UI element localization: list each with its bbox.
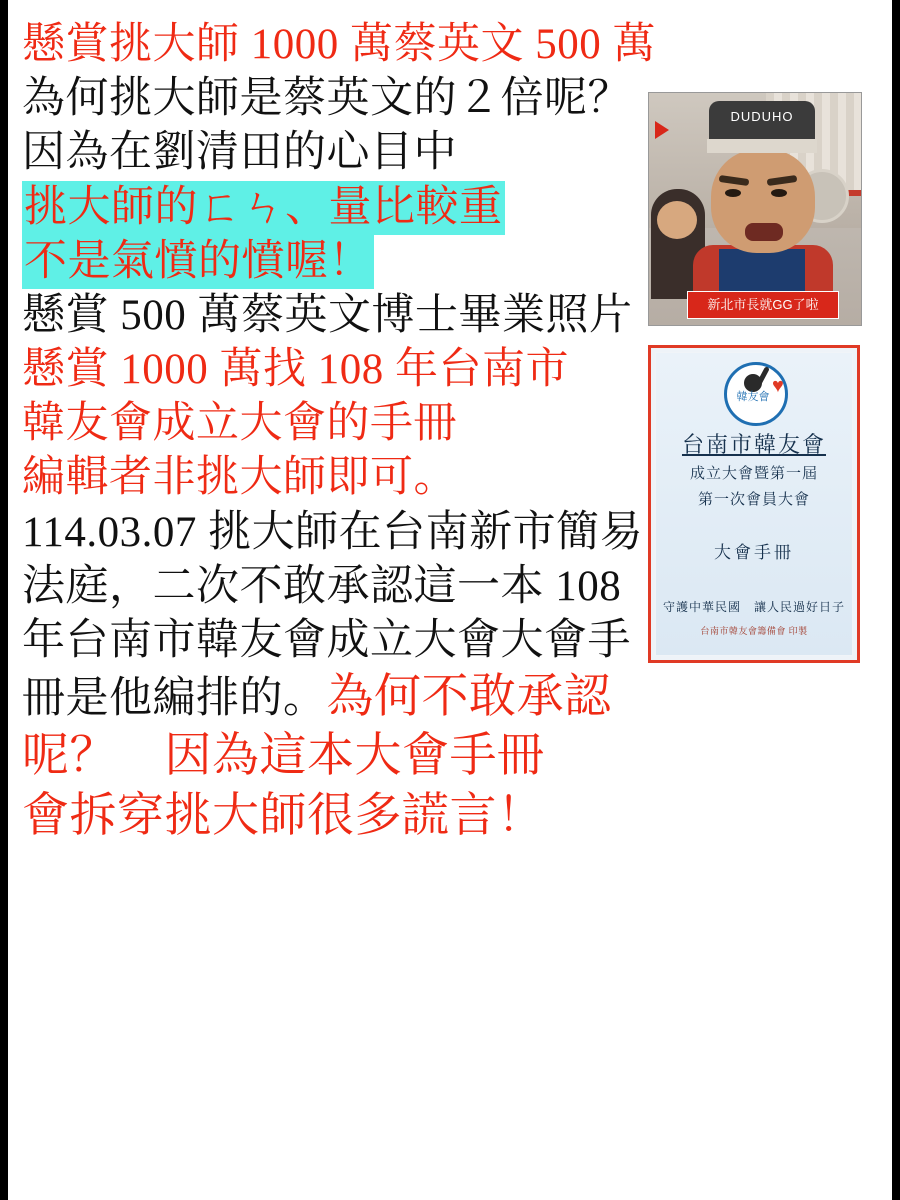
text-line-6: 懸賞 500 萬蔡英文博士畢業照片 (22, 291, 633, 339)
text-line-3: 因為在劉清田的心目中 (22, 129, 457, 177)
text-line-4: 挑大師的ㄈㄣ、量比較重 (22, 181, 505, 235)
text-line-1: 懸賞挑大師 1000 萬蔡英文 500 萬 (22, 21, 656, 68)
heart-icon: ♥ (772, 375, 784, 397)
document-content (8, 0, 892, 1200)
man-with-chef-hat-photo (648, 92, 862, 326)
booklet-subtitle-1: 成立大會暨第一屆 (689, 466, 818, 482)
booklet-subtitle-2: 第一次會員大會 (697, 492, 810, 508)
text-line-13-black: 冊是他編排的。 (22, 675, 327, 723)
text-line-9: 編輯者非挑大師即可。 (22, 454, 457, 502)
text-line-11: 法庭，二次不敢承認這一本 108 (22, 562, 622, 610)
text-line-10: 114.03.07 挑大師在台南新市簡易 (22, 508, 644, 556)
hat-band (707, 139, 817, 153)
text-line-14: 呢？ 因為這本大會手冊 (22, 730, 545, 783)
booklet-publisher: 台南市韓友會籌備會 印製 (700, 626, 808, 636)
text-line-13 (22, 668, 878, 727)
photo-bystander-face (657, 201, 697, 239)
text-line-5-wrap (22, 235, 642, 289)
text-line-4-wrap (22, 181, 642, 235)
photo-caption-banner: 新北市長就GG了啦 (687, 291, 839, 319)
play-icon[interactable] (655, 121, 669, 139)
booklet-heading: 大會手冊 (714, 543, 794, 562)
text-line-5: 不是氣憤的憤喔！ (22, 235, 374, 289)
han-friends-association-booklet-cover (648, 345, 860, 663)
text-line-13-red: 為何不敢承認 (326, 671, 612, 724)
photo-subject-eye-right (771, 189, 787, 197)
hat-text: DUDUHO (730, 109, 794, 124)
text-line-7: 懸賞 1000 萬找 108 年台南市 (22, 346, 569, 394)
booklet-title: 台南市韓友會 (681, 432, 826, 457)
booklet-slogan: 守護中華民國 讓人民過好日子 (662, 600, 845, 614)
text-line-2: 為何挑大師是蔡英文的２倍呢？ (22, 75, 631, 123)
photo-subject-eye-left (725, 189, 741, 197)
upper-text-column (22, 18, 656, 506)
text-line-8: 韓友會成立大會的手冊 (22, 400, 457, 448)
emblem-label: 韓友會 (736, 391, 770, 403)
photo-subject-mouth (745, 223, 783, 241)
text-line-12: 年台南市韓友會成立大會大會手 (22, 616, 631, 664)
text-line-15: 會拆穿挑大師很多謊言！ (22, 789, 545, 842)
han-friends-emblem (716, 358, 792, 424)
